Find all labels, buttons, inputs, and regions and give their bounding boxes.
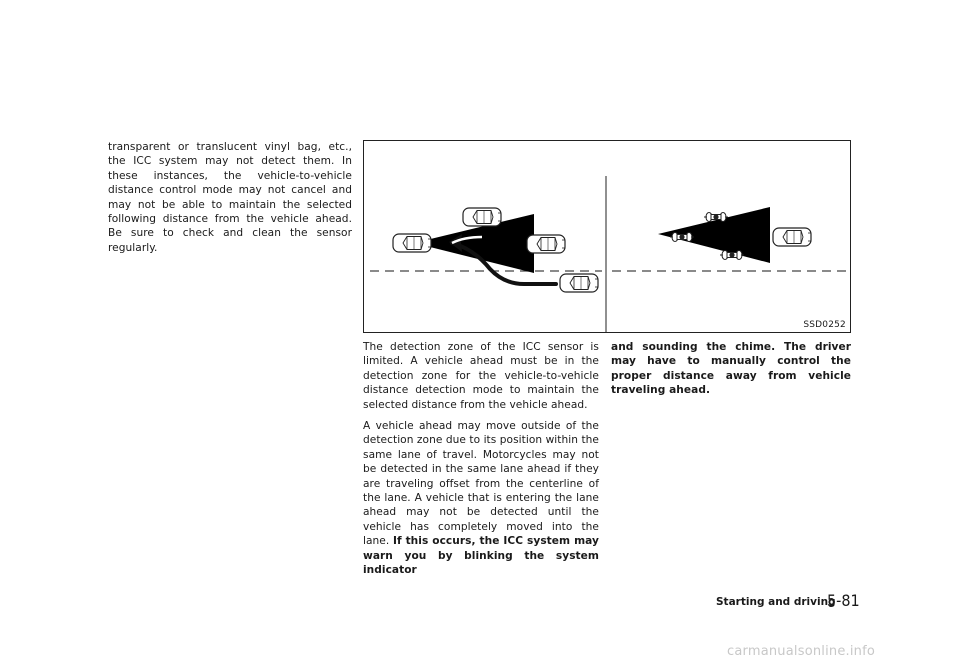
right-paragraph: and sounding the chime. The driver may have to manually control the proper distance away from vehicle traveling ahead. <box>611 341 851 397</box>
middle-paragraph-2-bold: If this occurs, the ICC system may warn you by blinking the system indicator <box>363 535 600 577</box>
right-column <box>611 340 851 405</box>
detection-zone-figure <box>363 140 851 333</box>
page-number: 5-81 <box>827 591 860 610</box>
watermark: carmanualsonline.info <box>727 644 876 659</box>
middle-paragraph-2-text: A vehicle ahead may move outside of the detection zone due to its position within the same lane of travel. Motorcycles may not be detected in the same lane ahead if they are traveling offset from the centerline of the lane. A vehicle that is entering the lane ahead may not be detected until the vehicle has completely moved into the lane. <box>363 420 599 548</box>
footer-section-title: Starting and driving <box>716 596 836 608</box>
car-icon <box>560 274 598 292</box>
figure-code: SSD0252 <box>803 320 846 330</box>
figure-illustration <box>364 141 850 332</box>
middle-paragraph-1: The detection zone of the ICC sensor is limited. A vehicle ahead must be in the detection zone for the vehicle-to-vehicle distance detection mode to maintain the selected distance from the vehicle ahead. <box>363 341 599 411</box>
car-icon <box>463 208 501 226</box>
car-icon <box>773 228 811 246</box>
left-paragraph: transparent or translucent vinyl bag, etc., the ICC system may not detect them. In these instances, the vehicle-to-vehicle distance control mode may not cancel and may not be able to maintain the selected following distance from the vehicle ahead. Be sure to check and clean the sensor regularly. <box>108 141 352 254</box>
middle-column <box>363 340 599 585</box>
car-icon <box>527 235 565 253</box>
page-footer <box>716 590 860 612</box>
left-column <box>108 140 352 262</box>
car-icon <box>393 234 431 252</box>
middle-paragraph-2 <box>363 419 599 577</box>
